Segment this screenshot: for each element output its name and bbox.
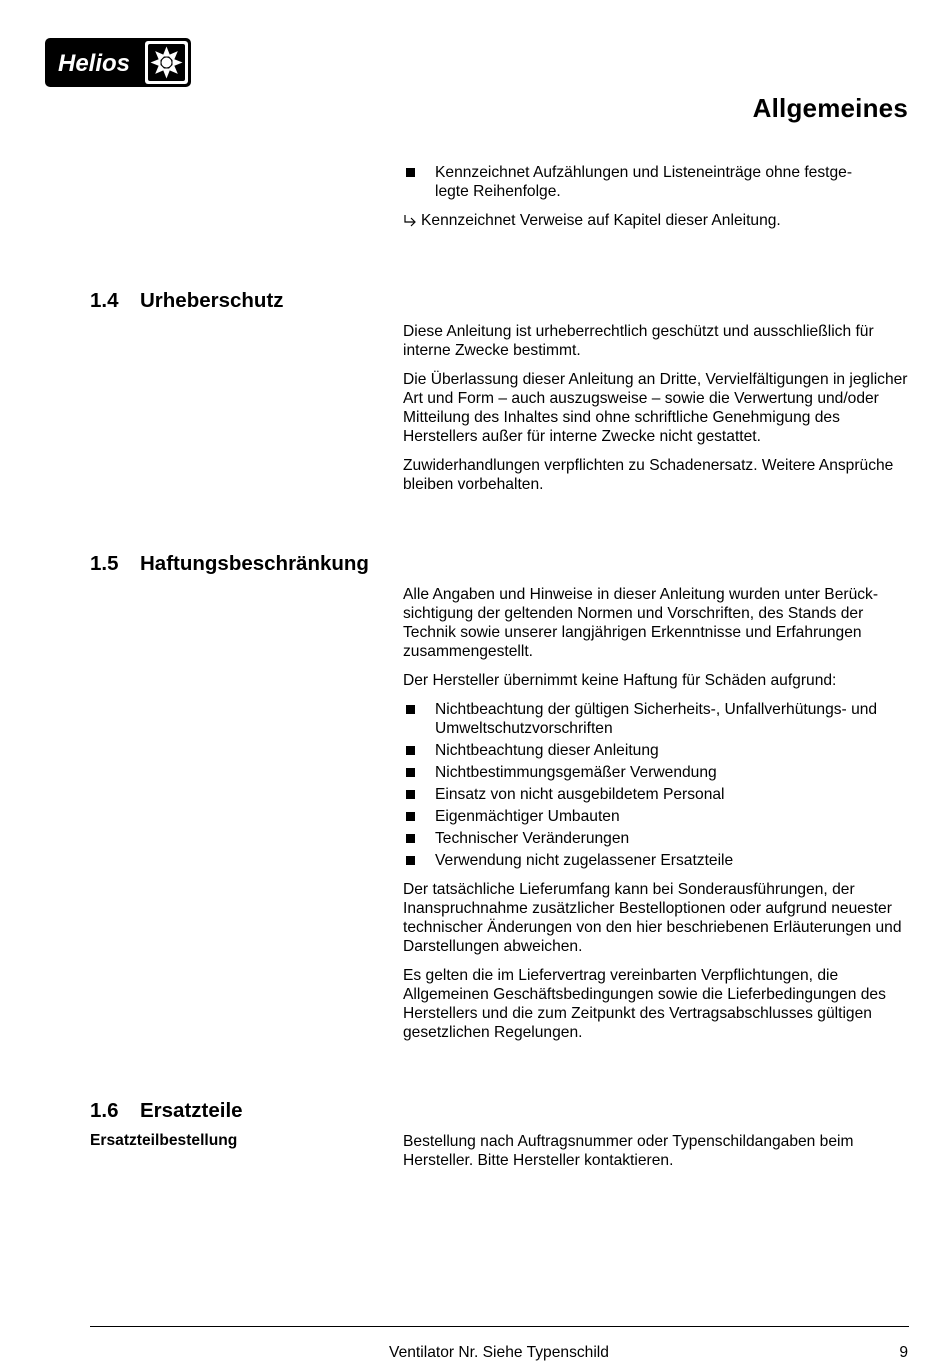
square-bullet-icon [406,168,415,177]
liability-list [403,700,913,870]
legend-arrow-text: Kennzeichnet Verweise auf Kapitel dieser Anleitung. [421,212,781,229]
footer-text: Ventilator Nr. Siehe Typenschild [389,1344,609,1361]
square-bullet-icon [406,746,415,755]
legend-bullet-line-2: legte Reihenfolge. [435,183,561,200]
paragraph: Diese Anleitung ist urheberrechtlich geschützt und ausschließlich für interne Zwecke bestimmt. [403,323,874,359]
section-number: 1.5 [90,552,119,575]
logo-text: Helios [57,50,131,77]
section-title: Haftungsbeschränkung [140,552,369,575]
page-number: 9 [899,1344,908,1361]
legend-bullet-item [403,163,913,201]
section-title: Ersatzteile [140,1099,243,1122]
section-number: 1.6 [90,1099,119,1122]
paragraph: Der tatsächliche Lieferumfang kann bei Sonderausführungen, der Inanspruchnahme zusätzlicher Bestelloptionen oder aufgrund neuester technischer Änderungen von den hier beschriebenen Erläuterungen und Darstellungen abweichen. [403,881,902,955]
section-body-1-6 [403,1132,913,1180]
legend-bullet-line-1: Kennzeichnet Aufzählungen und Listeneinträge ohne festge- [435,164,853,181]
square-bullet-icon [406,856,415,865]
section-body-1-4 [403,322,913,504]
legend-block [403,163,913,234]
list-item: Einsatz von nicht ausgebildetem Personal [403,785,913,804]
subheading-ersatzteilbestellung: Ersatzteilbestellung [90,1132,238,1149]
helios-logo [44,37,192,88]
paragraph: Die Überlassung dieser Anleitung an Dritte, Vervielfältigungen in jeglicher Art und Form – auch auszugsweise – sowie die Verwertung und/oder Mitteilung des Inhaltes sind ohne schriftliche Genehmigung des Herstellers außer für interne Zwecke nicht gestattet. [403,371,908,445]
section-body-1-5 [403,585,913,1052]
list-item: Technischer Veränderungen [403,829,913,848]
square-bullet-icon [406,768,415,777]
paragraph: Alle Angaben und Hinweise in dieser Anleitung wurden unter Berück-sichtigung der geltenden Normen und Vorschriften, des Stands der Technik sowie unserer langjährigen Erkenntnisse und Erfahrungen zusammengestellt. [403,586,879,660]
section-heading-1-6 [90,1099,243,1123]
square-bullet-icon [406,790,415,799]
legend-arrow-item [403,211,913,234]
square-bullet-icon [406,834,415,843]
section-title: Urheberschutz [140,289,284,312]
square-bullet-icon [406,705,415,714]
section-heading-1-5 [90,552,369,576]
square-bullet-icon [406,812,415,821]
paragraph: Der Hersteller übernimmt keine Haftung für Schäden aufgrund: [403,672,837,689]
page-title: Allgemeines [752,93,908,123]
list-item: Nichtbeachtung dieser Anleitung [403,741,913,760]
list-item: Verwendung nicht zugelassener Ersatzteile [403,851,913,870]
list-item: Nichtbeachtung der gültigen Sicherheits-, Unfallverhütungs- und Umweltschutzvorschriften [403,700,913,738]
list-item: Nichtbestimmungsgemäßer Verwendung [403,763,913,782]
footer-divider [90,1326,909,1327]
reference-arrow-icon [403,211,421,234]
section-number: 1.4 [90,289,119,312]
paragraph: Zuwiderhandlungen verpflichten zu Schadenersatz. Weitere Ansprüche bleiben vorbehalten. [403,457,894,493]
paragraph: Bestellung nach Auftragsnummer oder Typenschildangaben beim Hersteller. Bitte Hersteller kontaktieren. [403,1133,854,1169]
list-item: Eigenmächtiger Umbauten [403,807,913,826]
paragraph: Es gelten die im Liefervertrag vereinbarten Verpflichtungen, die Allgemeinen Geschäftsbedingungen sowie die Lieferbedingungen des Herstellers und die zum Zeitpunkt des Vertragsabschlusses gültigen gesetzlichen Regelungen. [403,967,886,1041]
section-heading-1-4 [90,289,284,313]
